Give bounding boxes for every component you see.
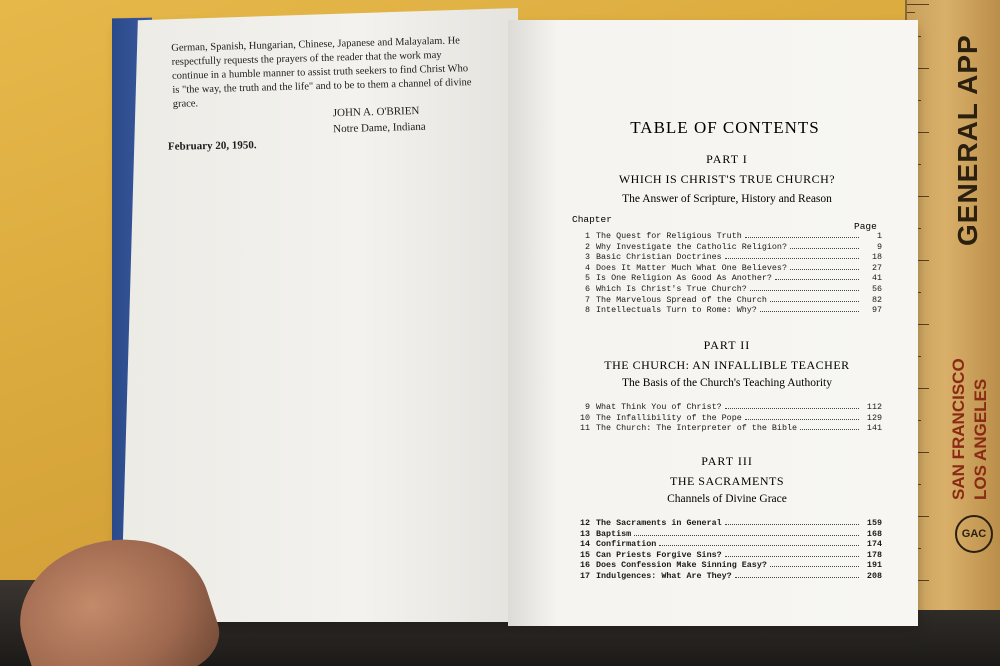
entry-leader-dots	[745, 419, 859, 420]
part-1-label: PART I	[706, 152, 748, 166]
entry-title: Does It Matter Much What One Believes?	[596, 262, 787, 273]
toc-entry	[576, 529, 882, 540]
part-2-label: PART II	[703, 338, 751, 352]
entry-number: 14	[579, 539, 590, 550]
toc-entry	[576, 518, 882, 529]
part-3-heading: THE SACRAMENTS	[669, 474, 784, 488]
entry-leader-dots	[775, 279, 859, 280]
entry-title: Does Confession Make Sinning Easy?	[596, 560, 767, 571]
toc-entry	[576, 560, 882, 571]
entry-leader-dots	[725, 408, 859, 409]
ruler-logo: GAC	[955, 515, 993, 553]
toc-entry	[576, 252, 882, 263]
entry-number: 3	[584, 252, 590, 263]
entry-leader-dots	[800, 429, 859, 430]
part-1-subheading: The Answer of Scripture, History and Reason	[622, 193, 832, 205]
entry-title: Confirmation	[596, 539, 657, 550]
entry-leader-dots	[659, 545, 859, 546]
entry-title: Which Is Christ's True Church?	[596, 283, 747, 294]
entry-number: 17	[579, 570, 590, 581]
entry-page: 174	[866, 539, 882, 550]
entry-leader-dots	[735, 577, 859, 578]
entry-leader-dots	[725, 556, 859, 557]
ruler-city-1: SAN FRANCISCO	[949, 358, 968, 500]
entry-page: 208	[866, 570, 882, 581]
entry-title: Basic Christian Doctrines	[596, 252, 722, 263]
part-2-subheading: The Basis of the Church's Teaching Authority	[622, 377, 832, 389]
entry-number: 8	[584, 305, 590, 316]
part-3-entries	[576, 518, 882, 582]
entry-number: 7	[584, 294, 590, 305]
entry-title: The Infallibility of the Pope	[596, 412, 742, 423]
entry-page: 18	[871, 252, 882, 263]
entry-title: Indulgences: What Are They?	[596, 570, 732, 581]
entry-page: 112	[866, 402, 882, 412]
entry-title: The Marvelous Spread of the Church	[596, 294, 767, 305]
entry-number: 9	[584, 402, 590, 412]
entry-leader-dots	[790, 269, 859, 270]
preface-signature	[333, 103, 426, 137]
part-2-heading: THE CHURCH: AN INFALLIBLE TEACHER	[604, 358, 850, 372]
toc-title: TABLE OF CONTENTS	[630, 118, 820, 137]
ruler-city-text	[950, 300, 990, 500]
entry-number: 5	[584, 273, 590, 284]
ruler-city-2: LOS ANGELES	[971, 378, 990, 500]
entry-title: Intellectuals Turn to Rome: Why?	[596, 305, 757, 316]
toc-entry	[576, 295, 882, 306]
ruler-tick	[907, 4, 929, 5]
entry-page: 97	[871, 305, 882, 316]
toc-entry	[576, 550, 882, 561]
entry-title: Baptism	[596, 528, 632, 539]
entry-page: 1	[876, 231, 882, 241]
entry-number: 15	[579, 549, 590, 560]
toc-entry	[576, 539, 882, 550]
entry-title: Why Investigate the Catholic Religion?	[596, 241, 787, 252]
entry-page: 41	[871, 273, 882, 284]
entry-title: What Think You of Christ?	[596, 402, 722, 412]
entry-page: 56	[871, 283, 882, 294]
entry-page: 178	[866, 549, 882, 560]
entry-page: 129	[866, 412, 882, 423]
entry-leader-dots	[745, 237, 859, 238]
part-2-entries	[576, 402, 882, 434]
part-1-entries	[576, 231, 882, 316]
part-1-heading: WHICH IS CHRIST'S TRUE CHURCH?	[618, 172, 836, 186]
entry-title: The Quest for Religious Truth	[596, 231, 742, 241]
entry-number: 10	[579, 412, 590, 423]
entry-leader-dots	[750, 290, 859, 291]
toc-entry	[576, 413, 882, 424]
entry-number: 1	[584, 231, 590, 241]
entry-page: 9	[876, 241, 882, 252]
entry-title: The Sacraments in General	[596, 518, 722, 528]
toc-entry	[576, 263, 882, 274]
entry-leader-dots	[770, 566, 859, 567]
page-column-label: Page	[854, 221, 877, 232]
entry-leader-dots	[725, 258, 859, 259]
entry-number: 4	[584, 262, 590, 273]
author-location: Notre Dame, Indiana	[333, 120, 426, 136]
toc-entry	[576, 402, 882, 413]
toc-entry	[576, 423, 882, 434]
preface-date: February 20, 1950.	[167, 139, 257, 153]
toc-entry	[576, 231, 882, 242]
entry-page: 82	[871, 294, 882, 305]
ruler-brand-text: GENERAL APP	[952, 34, 983, 246]
author-name: JOHN A. O'BRIEN	[332, 104, 420, 120]
ruler-tick	[907, 12, 915, 13]
toc-entry	[576, 242, 882, 253]
toc-entry	[576, 305, 882, 316]
part-3-label: PART III	[701, 454, 753, 468]
chapter-column-label: Chapter	[572, 214, 612, 225]
entry-number: 6	[584, 283, 590, 294]
entry-leader-dots	[634, 535, 859, 536]
entry-number: 13	[579, 528, 590, 539]
entry-number: 12	[579, 518, 590, 528]
entry-number: 16	[579, 560, 590, 571]
preface-paragraph: German, Spanish, Hungarian, Chinese, Japanese and Malayalam. He respectfully requests the prayers of the reader that the work may continue in a humble manner to assist truth seekers to find Christ Who is "the way, the truth and the life" and to be to them a channel of divine grace.	[171, 35, 472, 110]
entry-page: 159	[866, 518, 882, 528]
entry-leader-dots	[725, 524, 859, 525]
entry-leader-dots	[790, 248, 859, 249]
toc-entry	[576, 273, 882, 284]
entry-title: Can Priests Forgive Sins?	[596, 549, 722, 560]
entry-number: 2	[584, 241, 590, 252]
entry-title: Is One Religion As Good As Another?	[596, 273, 772, 284]
entry-leader-dots	[760, 311, 859, 312]
entry-page: 168	[866, 528, 882, 539]
part-3-subheading: Channels of Divine Grace	[667, 493, 787, 505]
toc-entry	[576, 284, 882, 295]
entry-page: 27	[871, 262, 882, 273]
entry-page: 141	[866, 423, 882, 434]
entry-page: 191	[866, 560, 882, 571]
entry-number: 11	[579, 423, 590, 434]
toc-entry	[576, 571, 882, 582]
entry-title: The Church: The Interpreter of the Bible	[596, 423, 798, 434]
entry-leader-dots	[770, 301, 859, 302]
